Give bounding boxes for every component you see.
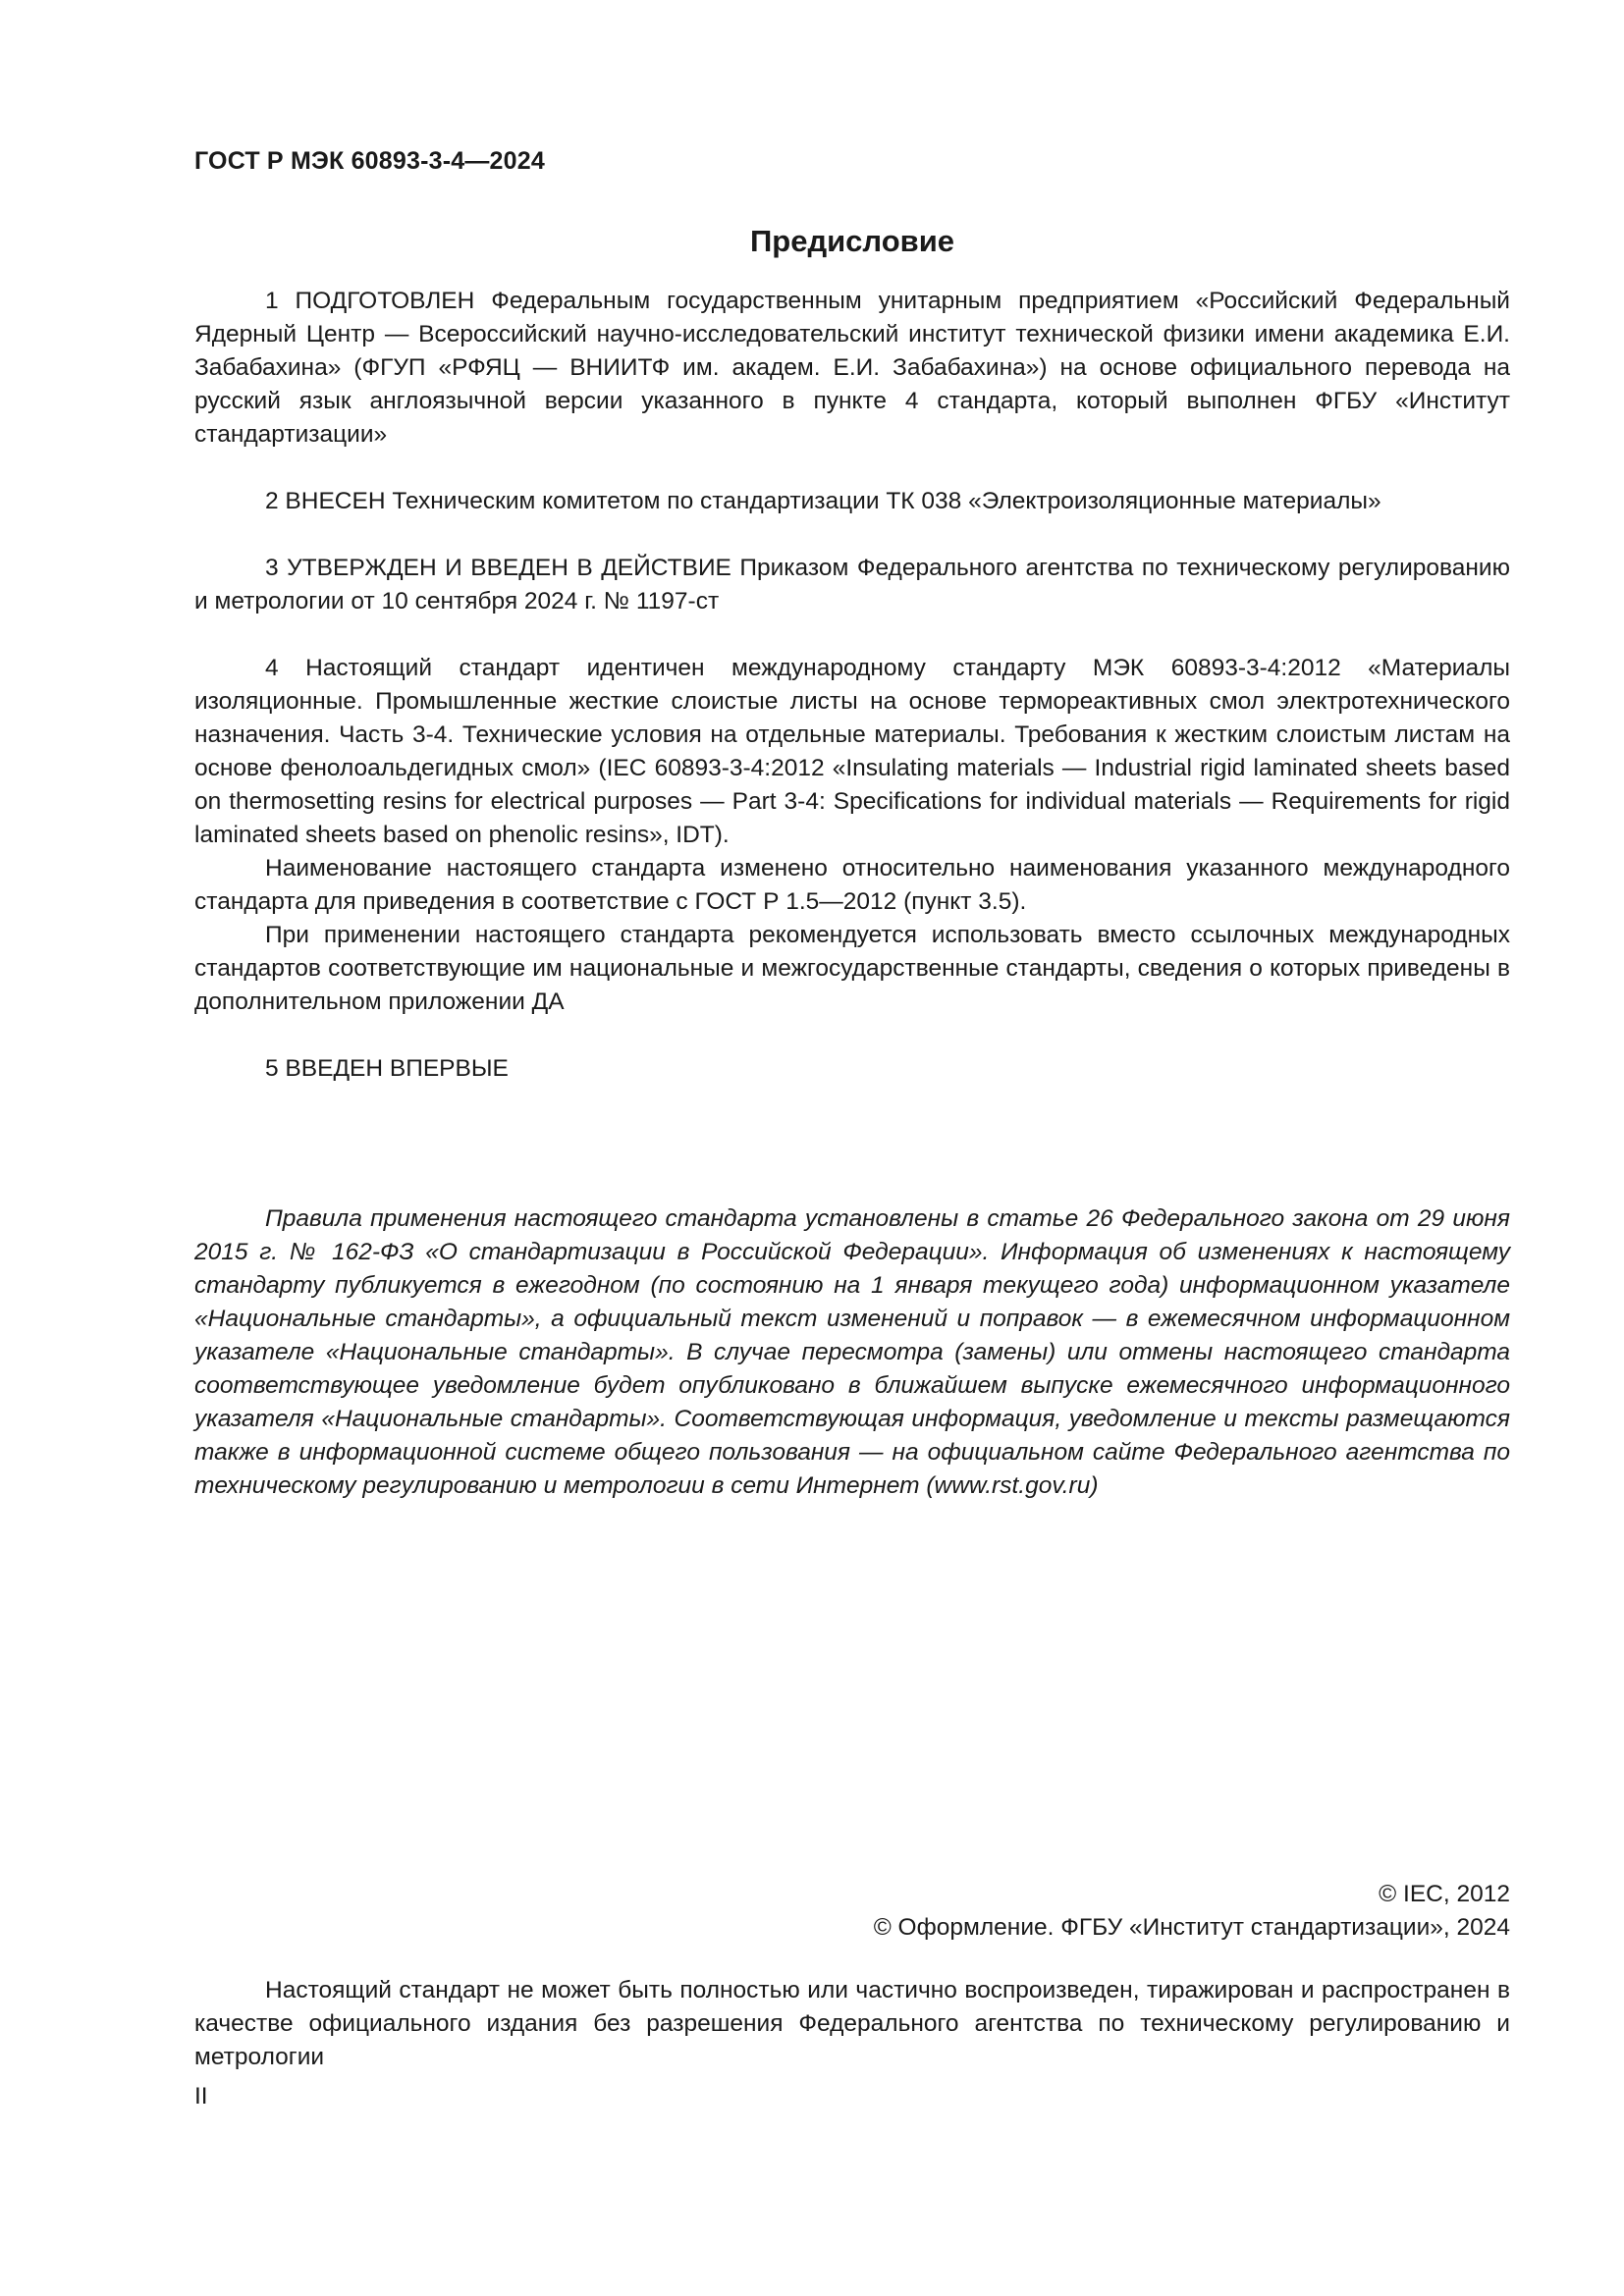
document-code: ГОСТ Р МЭК 60893-3-4—2024 — [194, 147, 545, 175]
foreword-item-2: 2 ВНЕСЕН Техническим комитетом по стандартизации ТК 038 «Электроизоляционные материалы» — [265, 488, 1381, 514]
foreword-item-5: 5 ВВЕДЕН ВПЕРВЫЕ — [265, 1055, 509, 1082]
reproduction-notice: Настоящий стандарт не может быть полностью или частично воспроизведен, тиражирован и распространен в качестве официального издания без разрешения Федерального агентства по техническому регулированию и метрологии — [194, 1977, 1510, 2070]
foreword-item-4: 4 Настоящий стандарт идентичен международному стандарту МЭК 60893-3-4:2012 «Материалы изоляционные. Промышленные жесткие слоистые листы на основе термореактивных смол электротехнического назначения. Часть 3-4. Технические условия на отдельные материалы. Требования к жестким слоистым листам на основе фенолоальдегидных смол» (IEC 60893-3-4:2012 «Insulating materials — Industrial rigid laminated sheets based on thermosetting resins for electrical purposes — Part 3-4: Specifications for individual materials — Requirements for rigid laminated sheets based on phenolic resins», IDT). — [194, 655, 1510, 848]
page-number: II — [194, 2083, 208, 2109]
document-page — [194, 0, 1510, 2296]
page-title: Предисловие — [749, 224, 954, 258]
application-rules-notice: Правила применения настоящего стандарта установлены в статье 26 Федерального закона от 29 июня 2015 г. № 162-ФЗ «О стандартизации в Российской Федерации». Информация об изменениях к настоящему стандарту публикуется в ежегодном (по состоянию на 1 января текущего года) информационном указателе «Национальные стандарты», а официальный текст изменений и поправок — в ежемесячном информационном указателе «Национальные стандарты». В случае пересмотра (замены) или отмены настоящего стандарта соответствующее уведомление будет опубликовано в ближайшем выпуске ежемесячного информационного указателя «Национальные стандарты». Соответствующая информация, уведомление и тексты размещаются также в информационной системе общего пользования — на официальном сайте Федерального агентства по техническому регулированию и метрологии в сети Интернет (www.rst.gov.ru) — [194, 1205, 1510, 1499]
copyright-iec: © IEC, 2012 — [1379, 1881, 1510, 1907]
copyright-design: © Оформление. ФГБУ «Институт стандартизации», 2024 — [873, 1914, 1510, 1941]
copyright-block — [194, 1878, 1510, 1945]
foreword-item-4-references-note: При применении настоящего стандарта рекомендуется использовать вместо ссылочных международных стандартов соответствующие им национальные и межгосударственные стандарты, сведения о которых приведены в дополнительном приложении ДА — [194, 922, 1510, 1015]
foreword-item-4-name-note: Наименование настоящего стандарта изменено относительно наименования указанного международного стандарта для приведения в соответствие с ГОСТ Р 1.5—2012 (пункт 3.5). — [194, 855, 1510, 915]
foreword-body — [194, 285, 1510, 1086]
foreword-item-1: 1 ПОДГОТОВЛЕН Федеральным государственным унитарным предприятием «Российский Федеральный Ядерный Центр — Всероссийский научно-исследовательский институт технической физики имени академика Е.И. Забабахина» (ФГУП «РФЯЦ — ВНИИТФ им. академ. Е.И. Забабахина») на основе официального перевода на русский язык англоязычной версии указанного в пункте 4 стандарта, который выполнен ФГБУ «Институт стандартизации» — [194, 288, 1510, 448]
foreword-item-3: 3 УТВЕРЖДЕН И ВВЕДЕН В ДЕЙСТВИЕ Приказом Федерального агентства по техническому регулированию и метрологии от 10 сентября 2024 г. № 1197-ст — [194, 555, 1510, 614]
